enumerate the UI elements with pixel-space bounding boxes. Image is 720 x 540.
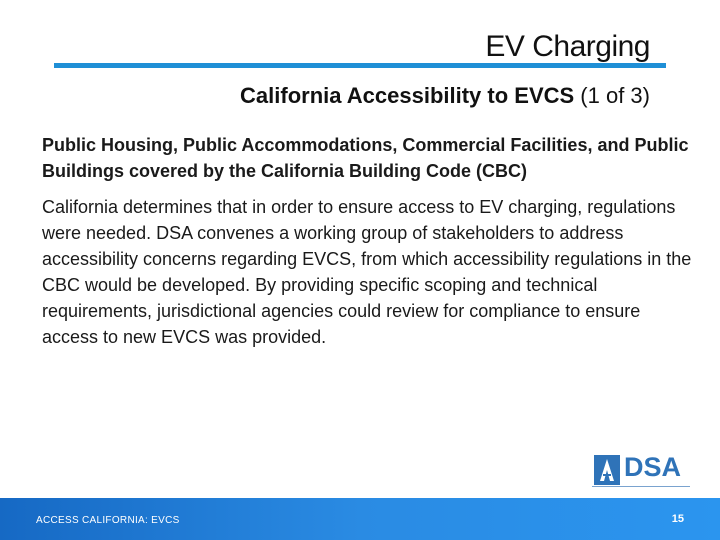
footer-label: ACCESS CALIFORNIA: EVCS xyxy=(36,515,180,526)
slide-body xyxy=(42,132,692,350)
slide-title: EV Charging xyxy=(485,30,650,63)
page-number: 15 xyxy=(671,513,684,525)
body-paragraph-2: California determines that in order to ensure access to EV charging, regulations were needed. DSA convenes a working group of stakeholders to address accessibility concerns regarding EVCS, from which accessibility regulations in the CBC would be developed. By providing specific scoping and technical requirements, jurisdictional agencies could review for compliance to ensure access to new EVCS was provided. xyxy=(42,197,692,347)
body-paragraph-1: Public Housing, Public Accommodations, Commercial Facilities, and Public Buildings covered by the California Building Code (CBC) xyxy=(42,135,689,181)
dsa-logo-text: DSA xyxy=(624,452,682,482)
subtitle-part: (1 of 3) xyxy=(574,83,650,108)
subtitle-main: California Accessibility to EVCS xyxy=(240,83,575,108)
slide-subtitle xyxy=(240,83,650,109)
dsa-logo xyxy=(592,452,690,493)
dsa-logo-icon xyxy=(594,455,620,485)
title-divider xyxy=(54,63,666,68)
logo-tagline-rule xyxy=(592,486,690,491)
footer-bar xyxy=(0,498,720,540)
